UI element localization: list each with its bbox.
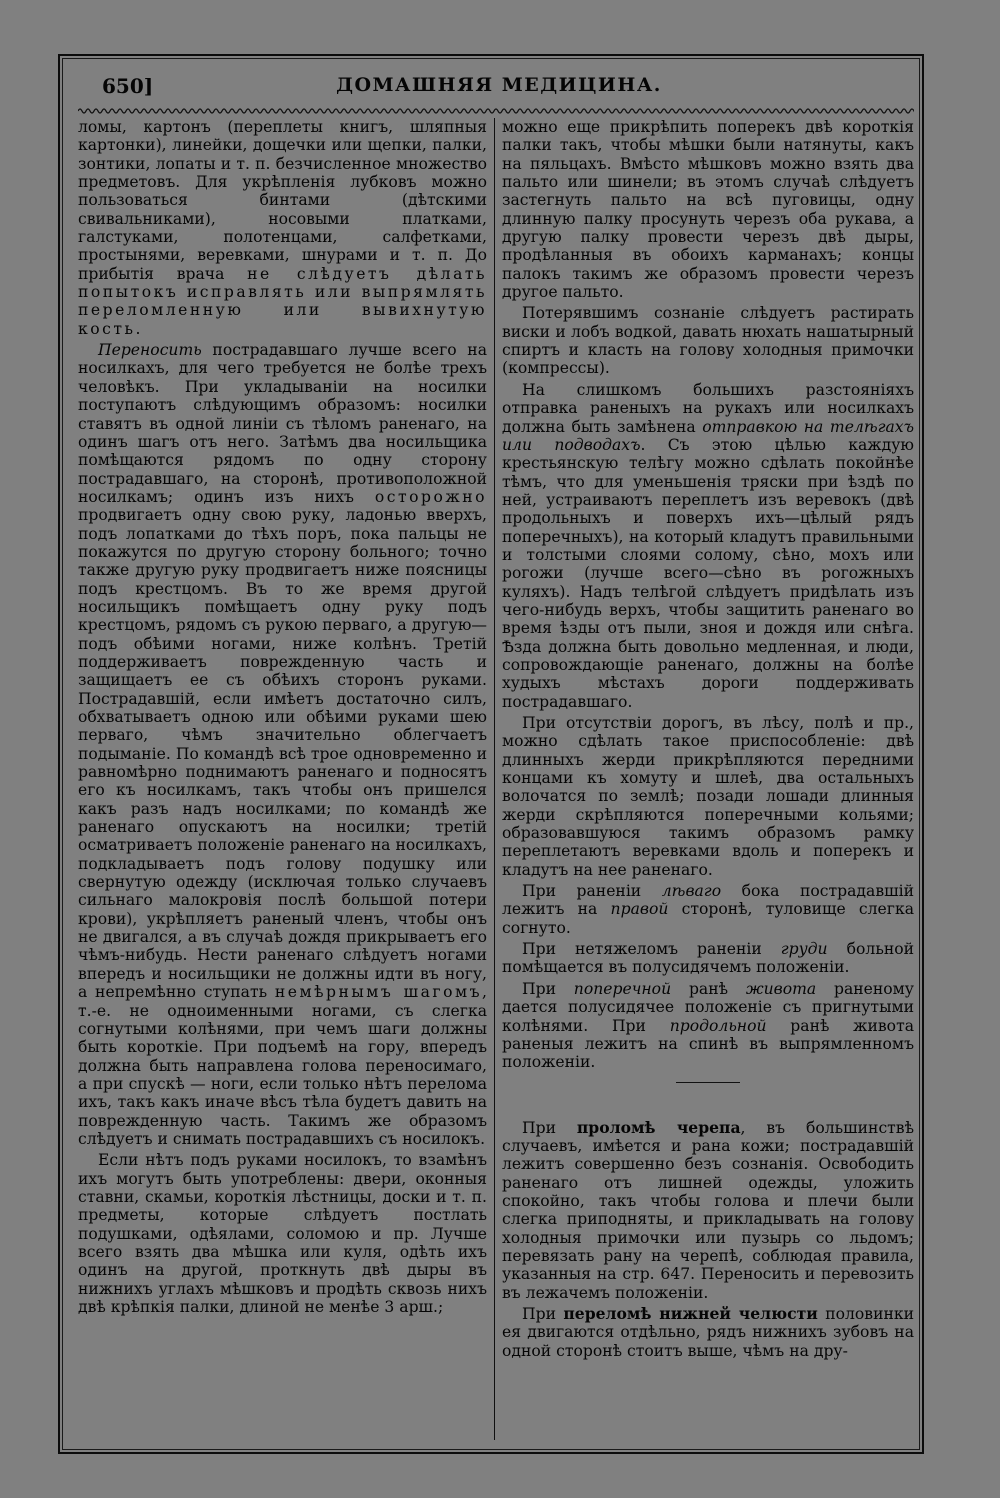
italic-term: живота bbox=[745, 979, 817, 998]
paragraph-improvised-stretcher: Если нѣтъ подъ руками носилокъ, то взамѣнъ ихъ могутъ быть употреблены: двери, оконныя ставни, скамьи, короткія лѣстницы, доски и т. п. предметы, которые слѣдуетъ постлать подушками, одѣялами, соломою и пр. Лучше всего взять два мѣшка или куля, одѣть ихъ одинъ на другой, проткнуть двѣ дыры въ нижнихъ углахъ мѣшковъ и продѣть сквозь нихъ двѣ крѣпкія палки, длиной не менѣе 3 арш.; bbox=[78, 1151, 487, 1316]
paragraph-abdomen-wound bbox=[502, 980, 914, 1072]
page-number: 650] bbox=[102, 74, 154, 98]
spaced-emphasis: немѣрнымъ шагомъ bbox=[274, 983, 483, 1002]
text-run: . Съ этою цѣлью каждую крестьянскую телѣгу можно сдѣлать покойнѣе тѣмъ, что для уменьшенія тряски при ѣздѣ по ней, устраиваютъ переплетъ изъ веревокъ (двѣ продольныхъ и поверхъ ихъ—цѣлый рядъ поперечныхъ), на который кладутъ правильными и толстыми слоями солому, сѣно, мохъ или рогожи (лучше всего—сѣно въ рогожныхъ куляхъ). Надъ телѣгой слѣдуетъ придѣлать изъ чего-нибудь верхъ, чтобы защитить раненаго во время ѣзды отъ пыли, зноя и дождя или снѣга. Ѣзда должна быть довольно медленная, и люди, сопровождающіе раненаго, должны на болѣе худыхъ мѣстахъ дороги поддерживать пострадавшаго. bbox=[502, 435, 915, 711]
paragraph-skull-fracture bbox=[502, 1119, 914, 1302]
paragraph-unconscious: Потерявшимъ сознаніе слѣдуетъ растирать виски и лобъ водкой, давать нюхать нашатырный спиртъ и класть на голову холодныя примочки (компрессы). bbox=[502, 304, 914, 378]
text-run: На слишкомъ большихъ разстояніяхъ отправка раненыхъ на рукахъ или носилкахъ должна быть замѣнена bbox=[502, 380, 914, 436]
spaced-emphasis: не слѣдуетъ дѣлать попытокъ исправлять или выпрямлять переломленную или вывихнутую кость. bbox=[78, 264, 487, 338]
paragraph-cart-transport bbox=[502, 381, 914, 711]
text-run: , т.-е. не одноименными ногами, съ слегка согнутыми колѣнями, при чемъ шаги должны быть короткіе. При подъемѣ на гору, впередъ должна быть направлена голова переносимаго, а при спускѣ — ноги, если только нѣтъ перелома ихъ, такъ какъ иначе вѣсъ тѣла будетъ давить на поврежденную часть. Такимъ же образомъ слѣдуетъ и снимать пострадавшихъ съ носилокъ. bbox=[78, 983, 487, 1148]
column-divider bbox=[494, 118, 495, 1440]
text-run: пострадавшаго лучше всего на носилкахъ, для чего требуется не болѣе трехъ человѣкъ. При укладываніи на носилки поступаютъ слѣдующимъ образомъ: носилки ставятъ въ одной линіи съ тѣломъ раненаго, на одинъ шагъ отъ него. Затѣмъ два носильщика помѣщаются рядомъ по одну сторону пострадавшаго, на сторонѣ, противоположной носилкамъ; одинъ изъ нихъ bbox=[78, 341, 487, 506]
right-column bbox=[502, 118, 914, 1363]
text-run: больной помѣщается въ полусидячемъ положеніи. bbox=[502, 940, 914, 977]
text-run: ранѣ живота раненыя лежитъ на спинѣ въ выпрямленномъ положеніи. bbox=[502, 1016, 914, 1072]
text-run: При bbox=[522, 1118, 577, 1137]
paragraph-coats-stretcher: можно еще прикрѣпить поперекъ двѣ короткія палки такъ, чтобы мѣшки были натянуты, какъ на пяльцахъ. Вмѣсто мѣшковъ можно взять два пальто или шинели; въ этомъ случаѣ слѣдуетъ застегнуть пальто на всѣ пуговицы, одну длинную палку просунуть черезъ оба рукава, а другую палку провести черезъ двѣ дыры, продѣланныя въ обоихъ карманахъ; концы палокъ такимъ же образомъ провести черезъ другое пальто. bbox=[502, 118, 914, 302]
text-run: При раненіи bbox=[522, 882, 662, 901]
paragraph-splint-materials bbox=[78, 118, 487, 338]
italic-term: лѣваго bbox=[661, 882, 722, 901]
text-run: , въ большинствѣ случаевъ, имѣется и рана кожи; пострадавшій лежитъ совершенно безъ сознанія. Освободить раненаго отъ лишней одежды, уложить спокойно, такъ чтобы голова и плечи были слегка приподняты, и прикладывать на голову холодныя примочки или пузырь со льдомъ; перевязать рану на черепѣ, соблюдая правила, указанныя на стр. 647. Переносить и перевозить въ лежачемъ положеніи. bbox=[502, 1118, 914, 1302]
italic-term: груди bbox=[780, 940, 828, 959]
left-column bbox=[78, 118, 487, 1319]
text-run: При bbox=[522, 979, 574, 998]
text-run: раненому дается полусидячее положеніе съ пригнутыми колѣнями. При bbox=[502, 979, 914, 1035]
text-run: половинки ея двигаются отдѣльно, рядъ нижнихъ зубовъ на одной сторонѣ стоитъ выше, чѣмъ на дру- bbox=[502, 1304, 914, 1360]
paragraph-chest-wound bbox=[502, 940, 914, 977]
italic-term: отправкою на телѣгахъ или подводахъ bbox=[502, 417, 914, 454]
running-head bbox=[78, 72, 920, 102]
text-run: ломы, картонъ (переплеты книгъ, шляпныя картонки), линейки, дощечки или щепки, палки, зонтики, лопаты и т. п. безчисленное множество предметовъ. Для укрѣпленія лубковъ можно пользоваться бинтами (дѣтскими свивальниками), носовыми платками, галстуками, полотенцами, салфетками, простынями, веревками, шнурами и т. п. До прибытія врача bbox=[78, 118, 487, 283]
italic-term: Переносить bbox=[98, 341, 202, 360]
text-run: ранѣ bbox=[671, 979, 746, 998]
italic-term: правой bbox=[610, 900, 669, 919]
italic-term: продольной bbox=[669, 1016, 767, 1035]
text-run: При нетяжеломъ раненіи bbox=[522, 940, 781, 959]
paragraph-drag-litter: При отсутствіи дорогъ, въ лѣсу, полѣ и пр., можно сдѣлать такое приспособленіе: двѣ длинныхъ жерди прикрѣпляются передними концами къ хомуту и шлеѣ, два остальныхъ волочатся по землѣ; позади лошади длинныя жерди скрѣпляются поперечными кольями; образовавшуюся такимъ образомъ рамку переплетаютъ веревками вдоль и поперекъ и кладутъ на нее раненаго. bbox=[502, 714, 914, 879]
wavy-rule-divider bbox=[78, 104, 914, 118]
paragraph-jaw-fracture bbox=[502, 1305, 914, 1360]
spaced-emphasis: осторожно bbox=[374, 487, 487, 506]
text-run: продвигаетъ одну свою руку, ладонью вверхъ, подъ лопатками до тѣхъ поръ, пока пальцы не покажутся по другую сторону больного; точно также другую руку продвигаетъ ниже поясницы подъ крестцомъ. Въ то же время другой носильщикъ помѣщаетъ одну руку подъ крестцомъ, рядомъ съ рукою перваго, а другую—подъ обѣими ногами, ниже колѣнъ. Третій поддерживаетъ поврежденную часть и защищаетъ ее съ обѣихъ сторонъ руками. Пострадавшій, если имѣетъ достаточно силъ, обхватываетъ одною или обѣими руками шею перваго, чѣмъ значительно облегчаетъ подыманіе. По командѣ всѣ трое одновременно и равномѣрно поднимаютъ раненаго и подносятъ его къ носилкамъ, такъ чтобы онъ пришелся какъ разъ надъ носилками; по командѣ же раненаго опускаютъ на носилки; третій осматриваетъ положеніе раненаго на носилкахъ, подкладываетъ подъ голову подушку или свернутую одежду (исключая только случаевъ сильнаго малокровія послѣ большой потери крови), укрѣпляетъ раненый членъ, чтобы онъ не двигался, а въ случаѣ дождя прикрываетъ его чѣмъ-нибудь. Нести раненаго слѣдуетъ ногами впередъ и носильщики не должны идти въ ногу, а непремѣнно ступать bbox=[78, 506, 487, 1002]
bold-term: переломѣ нижней челюсти bbox=[563, 1303, 818, 1323]
text-run: сторонѣ, туловище слегка согнуто. bbox=[502, 900, 914, 937]
section-divider bbox=[676, 1082, 740, 1083]
page-title: ДОМАШНЯЯ МЕДИЦИНА. bbox=[336, 74, 662, 96]
paragraph-side-wound bbox=[502, 882, 914, 937]
text-run: бока пострадавшій лежитъ на bbox=[502, 882, 914, 919]
text-run: При bbox=[522, 1304, 564, 1323]
paragraph-carrying bbox=[78, 341, 487, 1148]
italic-term: поперечной bbox=[573, 979, 672, 998]
bold-term: проломѣ черепа bbox=[576, 1117, 741, 1137]
